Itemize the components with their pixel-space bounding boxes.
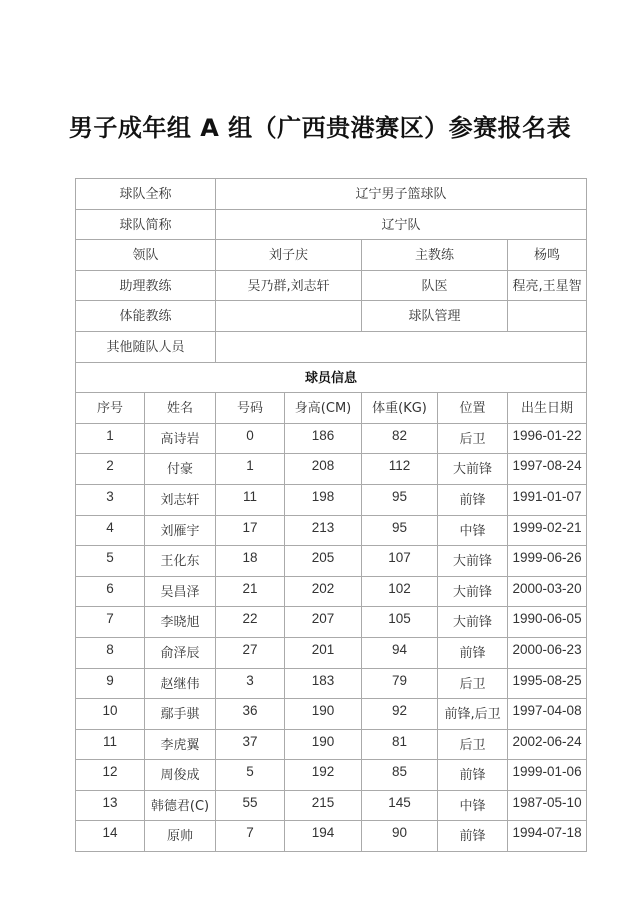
player-cell: 后卫 <box>438 668 508 699</box>
full-name-label: 球队全称 <box>76 179 216 210</box>
player-cell: 14 <box>76 821 145 852</box>
player-cell: 81 <box>362 729 438 760</box>
player-cell: 高诗岩 <box>145 423 216 454</box>
player-cell: 王化东 <box>145 546 216 577</box>
player-cell: 周俊成 <box>145 760 216 791</box>
player-cell: 1995-08-25 <box>508 668 587 699</box>
player-cell: 192 <box>285 760 362 791</box>
player-cell: 1991-01-07 <box>508 484 587 515</box>
player-cell: 4 <box>76 515 145 546</box>
player-cell: 90 <box>362 821 438 852</box>
player-cell: 1 <box>216 454 285 485</box>
player-cell: 37 <box>216 729 285 760</box>
player-row <box>76 760 587 791</box>
doctor-value: 程亮,王星智 <box>508 270 587 301</box>
player-cell: 前锋 <box>438 637 508 668</box>
registration-table <box>75 178 587 852</box>
player-cell: 1994-07-18 <box>508 821 587 852</box>
player-cell: 李晓旭 <box>145 607 216 638</box>
player-cell: 95 <box>362 484 438 515</box>
player-cell: 2002-06-24 <box>508 729 587 760</box>
column-header: 位置 <box>438 393 508 424</box>
player-cell: 7 <box>216 821 285 852</box>
player-cell: 145 <box>362 790 438 821</box>
player-cell: 付豪 <box>145 454 216 485</box>
column-header: 出生日期 <box>508 393 587 424</box>
column-header: 号码 <box>216 393 285 424</box>
player-cell: 12 <box>76 760 145 791</box>
player-cell: 82 <box>362 423 438 454</box>
full-name-value: 辽宁男子篮球队 <box>216 179 587 210</box>
player-cell: 79 <box>362 668 438 699</box>
player-cell: 1996-01-22 <box>508 423 587 454</box>
player-cell: 6 <box>76 576 145 607</box>
player-row <box>76 576 587 607</box>
manager-value <box>508 301 587 332</box>
player-cell: 186 <box>285 423 362 454</box>
player-section-title: 球员信息 <box>76 362 587 393</box>
player-row <box>76 729 587 760</box>
player-cell: 后卫 <box>438 423 508 454</box>
player-cell: 95 <box>362 515 438 546</box>
player-cell: 大前锋 <box>438 607 508 638</box>
player-cell: 1999-01-06 <box>508 760 587 791</box>
player-cell: 2 <box>76 454 145 485</box>
player-cell: 大前锋 <box>438 576 508 607</box>
player-cell: 刘雁宇 <box>145 515 216 546</box>
player-cell: 前锋,后卫 <box>438 699 508 730</box>
player-row <box>76 821 587 852</box>
player-cell: 5 <box>216 760 285 791</box>
player-cell: 大前锋 <box>438 546 508 577</box>
player-cell: 2000-06-23 <box>508 637 587 668</box>
player-cell: 赵继伟 <box>145 668 216 699</box>
doctor-label: 队医 <box>362 270 508 301</box>
player-cell: 0 <box>216 423 285 454</box>
player-cell: 194 <box>285 821 362 852</box>
player-cell: 中锋 <box>438 515 508 546</box>
player-cell: 13 <box>76 790 145 821</box>
manager-label: 球队管理 <box>362 301 508 332</box>
player-cell: 刘志轩 <box>145 484 216 515</box>
column-header: 体重(KG) <box>362 393 438 424</box>
player-cell: 大前锋 <box>438 454 508 485</box>
player-cell: 92 <box>362 699 438 730</box>
assistant-coach-value: 吴乃群,刘志轩 <box>216 270 362 301</box>
player-cell: 前锋 <box>438 760 508 791</box>
player-row <box>76 423 587 454</box>
player-cell: 前锋 <box>438 484 508 515</box>
player-cell: 10 <box>76 699 145 730</box>
section-row <box>76 362 587 393</box>
player-cell: 107 <box>362 546 438 577</box>
player-cell: 198 <box>285 484 362 515</box>
player-cell: 27 <box>216 637 285 668</box>
player-row <box>76 668 587 699</box>
player-cell: 2000-03-20 <box>508 576 587 607</box>
column-header: 身高(CM) <box>285 393 362 424</box>
other-staff-label: 其他随队人员 <box>76 331 216 362</box>
info-row-short-name <box>76 209 587 240</box>
player-cell: 鄢手骐 <box>145 699 216 730</box>
player-row <box>76 699 587 730</box>
player-cell: 吴昌泽 <box>145 576 216 607</box>
player-cell: 9 <box>76 668 145 699</box>
info-row-fitness <box>76 301 587 332</box>
player-cell: 94 <box>362 637 438 668</box>
player-cell: 3 <box>76 484 145 515</box>
leader-label: 领队 <box>76 240 216 271</box>
player-cell: 85 <box>362 760 438 791</box>
info-row-leader <box>76 240 587 271</box>
player-cell: 36 <box>216 699 285 730</box>
player-cell: 18 <box>216 546 285 577</box>
player-cell: 112 <box>362 454 438 485</box>
fitness-coach-value <box>216 301 362 332</box>
player-cell: 202 <box>285 576 362 607</box>
player-cell: 208 <box>285 454 362 485</box>
column-header: 姓名 <box>145 393 216 424</box>
info-row-other-staff <box>76 331 587 362</box>
player-cell: 201 <box>285 637 362 668</box>
head-coach-value: 杨鸣 <box>508 240 587 271</box>
player-row <box>76 790 587 821</box>
leader-value: 刘子庆 <box>216 240 362 271</box>
player-cell: 11 <box>76 729 145 760</box>
player-cell: 中锋 <box>438 790 508 821</box>
assistant-coach-label: 助理教练 <box>76 270 216 301</box>
player-row <box>76 607 587 638</box>
player-cell: 55 <box>216 790 285 821</box>
player-cell: 5 <box>76 546 145 577</box>
player-cell: 22 <box>216 607 285 638</box>
player-cell: 17 <box>216 515 285 546</box>
player-cell: 俞泽辰 <box>145 637 216 668</box>
player-cell: 102 <box>362 576 438 607</box>
player-cell: 105 <box>362 607 438 638</box>
player-cell: 李虎翼 <box>145 729 216 760</box>
player-header-row <box>76 393 587 424</box>
fitness-coach-label: 体能教练 <box>76 301 216 332</box>
player-cell: 190 <box>285 699 362 730</box>
player-cell: 1999-02-21 <box>508 515 587 546</box>
player-row <box>76 454 587 485</box>
player-cell: 1990-06-05 <box>508 607 587 638</box>
info-row-assistant <box>76 270 587 301</box>
info-row-full-name <box>76 179 587 210</box>
player-cell: 205 <box>285 546 362 577</box>
player-cell: 1 <box>76 423 145 454</box>
player-cell: 1997-08-24 <box>508 454 587 485</box>
player-cell: 1997-04-08 <box>508 699 587 730</box>
column-header: 序号 <box>76 393 145 424</box>
player-cell: 8 <box>76 637 145 668</box>
player-cell: 前锋 <box>438 821 508 852</box>
player-cell: 11 <box>216 484 285 515</box>
player-cell: 1999-06-26 <box>508 546 587 577</box>
player-cell: 190 <box>285 729 362 760</box>
player-cell: 183 <box>285 668 362 699</box>
player-cell: 215 <box>285 790 362 821</box>
player-row <box>76 637 587 668</box>
player-cell: 3 <box>216 668 285 699</box>
player-cell: 后卫 <box>438 729 508 760</box>
head-coach-label: 主教练 <box>362 240 508 271</box>
other-staff-value <box>216 331 587 362</box>
player-cell: 213 <box>285 515 362 546</box>
player-cell: 7 <box>76 607 145 638</box>
player-row <box>76 515 587 546</box>
player-cell: 原帅 <box>145 821 216 852</box>
short-name-label: 球队简称 <box>76 209 216 240</box>
player-row <box>76 484 587 515</box>
short-name-value: 辽宁队 <box>216 209 587 240</box>
player-cell: 207 <box>285 607 362 638</box>
player-cell: 21 <box>216 576 285 607</box>
page-title: 男子成年组 A 组（广西贵港赛区）参赛报名表 <box>68 114 572 142</box>
player-cell: 1987-05-10 <box>508 790 587 821</box>
player-row <box>76 546 587 577</box>
player-cell: 韩德君(C) <box>145 790 216 821</box>
